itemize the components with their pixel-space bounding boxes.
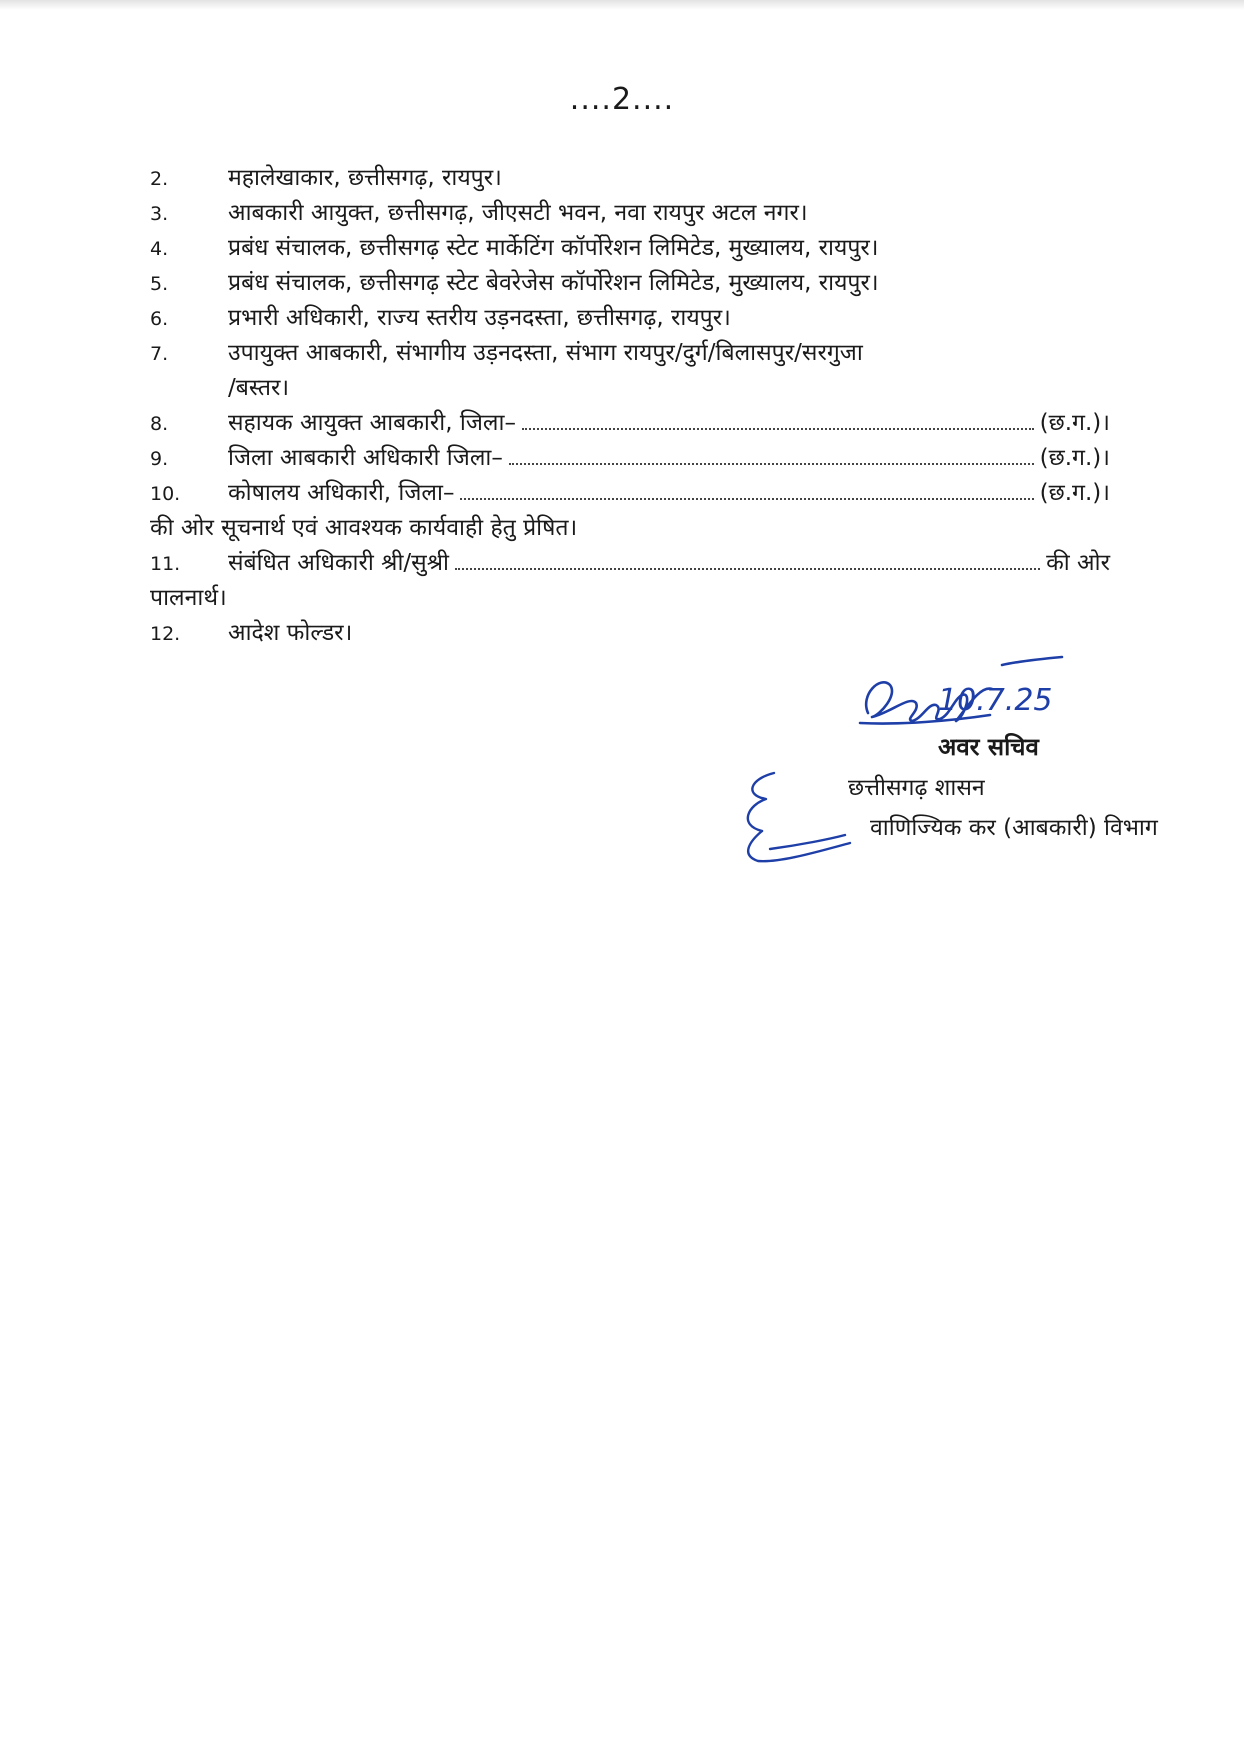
item-text: महालेखाकार, छत्तीसगढ़, रायपुर। xyxy=(228,165,502,191)
item-suffix: (छ.ग.)। xyxy=(1039,410,1110,436)
item-number: 7. xyxy=(150,343,169,365)
item-fill-line xyxy=(228,475,1110,507)
item-fill-line xyxy=(228,405,1110,437)
list-item xyxy=(150,265,1110,300)
page-number: ....2.... xyxy=(569,82,675,117)
list-item xyxy=(150,545,1110,580)
item-fill-line xyxy=(228,440,1110,472)
item-continuation: पालनार्थ। xyxy=(150,585,227,611)
department-name: वाणिज्यिक कर (आबकारी) विभाग xyxy=(870,815,1158,841)
item-number: 2. xyxy=(150,168,169,190)
item-number: 9. xyxy=(150,448,169,470)
item-number: 3. xyxy=(150,203,169,225)
item-text: प्रबंध संचालक, छत्तीसगढ़ स्टेट बेवरेजेस कॉर्पोरेशन लिमिटेड, मुख्यालय, रायपुर। xyxy=(228,270,879,296)
signatory-designation: अवर सचिव xyxy=(938,733,1039,761)
item-suffix: की ओर xyxy=(1046,550,1110,576)
item-number: 8. xyxy=(150,413,169,435)
item-number: 10. xyxy=(150,483,181,505)
list-item xyxy=(150,160,1110,195)
scan-edge xyxy=(0,0,1244,10)
item-text: जिला आबकारी अधिकारी जिला– xyxy=(228,445,503,471)
blank-fill-line xyxy=(509,451,1034,465)
item-text: आदेश फोल्डर। xyxy=(228,620,353,646)
item-fill-line xyxy=(228,545,1110,577)
forward-note: की ओर सूचनार्थ एवं आवश्यक कार्यवाही हेतु प्रेषित। xyxy=(150,515,578,541)
item-text: प्रभारी अधिकारी, राज्य स्तरीय उड़नदस्ता, छत्तीसगढ़, रायपुर। xyxy=(228,305,731,331)
list-item xyxy=(150,335,1110,370)
item-number: 11. xyxy=(150,553,181,575)
item-text: उपायुक्त आबकारी, संभागीय उड़नदस्ता, संभाग रायपुर/दुर्ग/बिलासपुर/सरगुजा xyxy=(228,340,863,366)
item-text: कोषालय अधिकारी, जिला– xyxy=(228,480,455,506)
item-number: 5. xyxy=(150,273,169,295)
item-number: 6. xyxy=(150,308,169,330)
item-text: आबकारी आयुक्त, छत्तीसगढ़, जीएसटी भवन, नवा रायपुर अटल नगर। xyxy=(228,200,808,226)
list-item xyxy=(150,300,1110,335)
list-item xyxy=(150,230,1110,265)
item-suffix: (छ.ग.)। xyxy=(1039,445,1110,471)
item-suffix: (छ.ग.)। xyxy=(1039,480,1110,506)
item-text: सहायक आयुक्त आबकारी, जिला– xyxy=(228,410,516,436)
item-number: 4. xyxy=(150,238,169,260)
blank-fill-line xyxy=(460,486,1033,500)
blank-fill-line xyxy=(522,416,1034,430)
signature-block xyxy=(740,655,1170,885)
list-item xyxy=(150,195,1110,230)
item-text: संबंधित अधिकारी श्री/सुश्री xyxy=(228,550,449,576)
list-item xyxy=(150,475,1110,510)
item-continuation: /बस्तर। xyxy=(228,375,290,401)
list-item xyxy=(150,440,1110,475)
handwritten-date: 10.7.25 xyxy=(938,683,1053,718)
list-item xyxy=(150,405,1110,440)
item-text: प्रबंध संचालक, छत्तीसगढ़ स्टेट मार्केटिंग कॉर्पोरेशन लिमिटेड, मुख्यालय, रायपुर। xyxy=(228,235,879,261)
government-name: छत्तीसगढ़ शासन xyxy=(848,775,985,801)
distribution-list xyxy=(150,160,1110,650)
list-item xyxy=(150,615,1110,650)
blank-fill-line xyxy=(455,556,1040,570)
item-number: 12. xyxy=(150,623,181,645)
